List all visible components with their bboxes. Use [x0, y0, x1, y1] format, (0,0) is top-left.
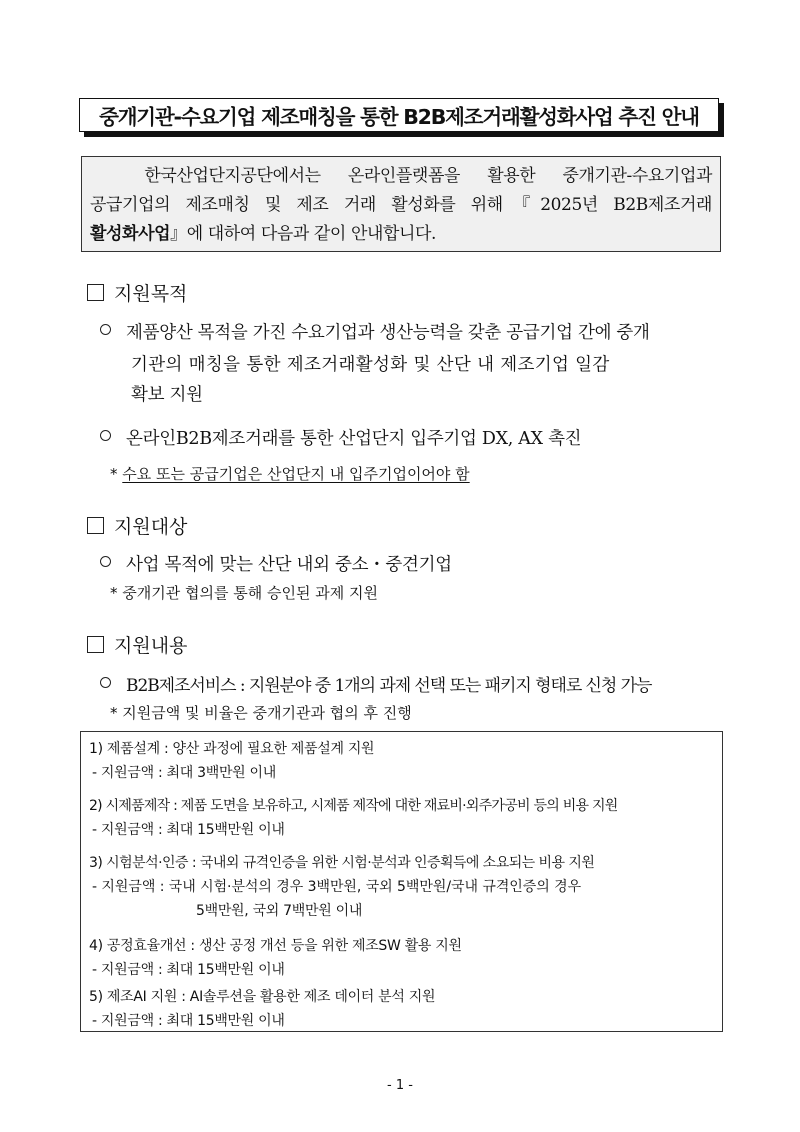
- detail-2-amount: - 지원금액 : 최대 15백만원 이내: [92, 822, 285, 838]
- section-target-title: 지원대상: [114, 516, 188, 538]
- circle-bullet-icon: [100, 556, 111, 567]
- target-item-1: [100, 551, 452, 576]
- detail-1-amount: - 지원금액 : 최대 3백만원 이내: [92, 765, 276, 781]
- circle-bullet-icon: [100, 324, 111, 335]
- purpose-item-2-text: 온라인B2B제조거래를 통한 산업단지 입주기업 DX, AX 촉진: [126, 429, 582, 449]
- checkbox-square-icon: [87, 284, 104, 301]
- purpose-item-1: [100, 319, 650, 344]
- title-container: [79, 98, 725, 138]
- purpose-item-1-line-2: 기관의 매칭을 통한 제조거래활성화 및 산단 내 제조기업 일감: [131, 355, 610, 375]
- intro-line-1-text: 한국산업단지공단에서는 온라인플랫폼을 활용한 중개기관-수요기업과: [144, 166, 713, 186]
- detail-2-title: 2) 시제품제작 : 제품 도면을 보유하고, 시제품 제작에 대한 재료비·외주가공비 등의 비용 지원: [89, 798, 618, 814]
- purpose-note-text: 수요 또는 공급기업은 산업단지 내 입주기업이어야 함: [122, 465, 470, 483]
- content-note: * 지원금액 및 비율은 중개기관과 협의 후 진행: [110, 704, 412, 722]
- note-star: *: [110, 465, 118, 483]
- section-target-heading: [87, 512, 187, 539]
- support-details-box: [80, 731, 723, 1032]
- intro-line-1: [90, 162, 712, 191]
- section-purpose-title: 지원목적: [114, 283, 188, 305]
- circle-bullet-icon: [100, 430, 111, 441]
- detail-5-amount: - 지원금액 : 최대 15백만원 이내: [92, 1013, 285, 1029]
- checkbox-square-icon: [87, 517, 104, 534]
- intro-line-3-rest: 』에 대하여 다음과 같이 안내합니다.: [170, 224, 437, 244]
- section-content-heading: [87, 631, 187, 658]
- page-title: 중개기관-수요기업 제조매칭을 통한 B2B제조거래활성화사업 추진 안내: [79, 98, 719, 132]
- detail-5-title: 5) 제조AI 지원 : AI솔루션을 활용한 제조 데이터 분석 지원: [89, 989, 436, 1005]
- circle-bullet-icon: [100, 677, 111, 688]
- content-item-1-text: B2B제조서비스 : 지원분야 중 1개의 과제 선택 또는 패키지 형태로 신청 가능: [126, 676, 652, 696]
- detail-3-amount-cont: 5백만원, 국외 7백만원 이내: [196, 903, 363, 919]
- detail-4-title: 4) 공정효율개선 : 생산 공정 개선 등을 위한 제조SW 활용 지원: [89, 938, 462, 954]
- section-content-title: 지원내용: [114, 635, 188, 657]
- detail-3-amount: - 지원금액 : 국내 시험·분석의 경우 3백만원, 국외 5백만원/국내 규격인증의 경우: [92, 879, 582, 895]
- detail-4-amount: - 지원금액 : 최대 15백만원 이내: [92, 962, 285, 978]
- intro-line-3-bold: 활성화사업: [90, 224, 171, 244]
- page-number: - 1 -: [387, 1078, 413, 1093]
- detail-3-title: 3) 시험분석·인증 : 국내외 규격인증을 위한 시험·분석과 인증획득에 소요되는 비용 지원: [89, 855, 595, 871]
- checkbox-square-icon: [87, 636, 104, 653]
- purpose-note: [110, 463, 470, 484]
- purpose-item-1-line-3: 확보 지원: [131, 385, 203, 405]
- intro-line-2: 공급기업의 제조매칭 및 제조 거래 활성화를 위해『2025년 B2B제조거래: [90, 195, 712, 215]
- detail-1-title: 1) 제품설계 : 양산 과정에 필요한 제품설계 지원: [89, 741, 375, 757]
- intro-line-3: [90, 220, 712, 249]
- content-item-1: [100, 671, 651, 696]
- section-purpose-heading: [87, 279, 187, 306]
- target-item-1-text: 사업 목적에 맞는 산단 내외 중소・중견기업: [126, 555, 452, 575]
- target-note: * 중개기관 협의를 통해 승인된 과제 지원: [110, 584, 378, 602]
- purpose-item-2: [100, 425, 581, 450]
- purpose-item-1-line-1: 제품양산 목적을 가진 수요기업과 생산능력을 갖춘 공급기업 간에 중개: [126, 323, 650, 343]
- intro-box: [81, 156, 721, 252]
